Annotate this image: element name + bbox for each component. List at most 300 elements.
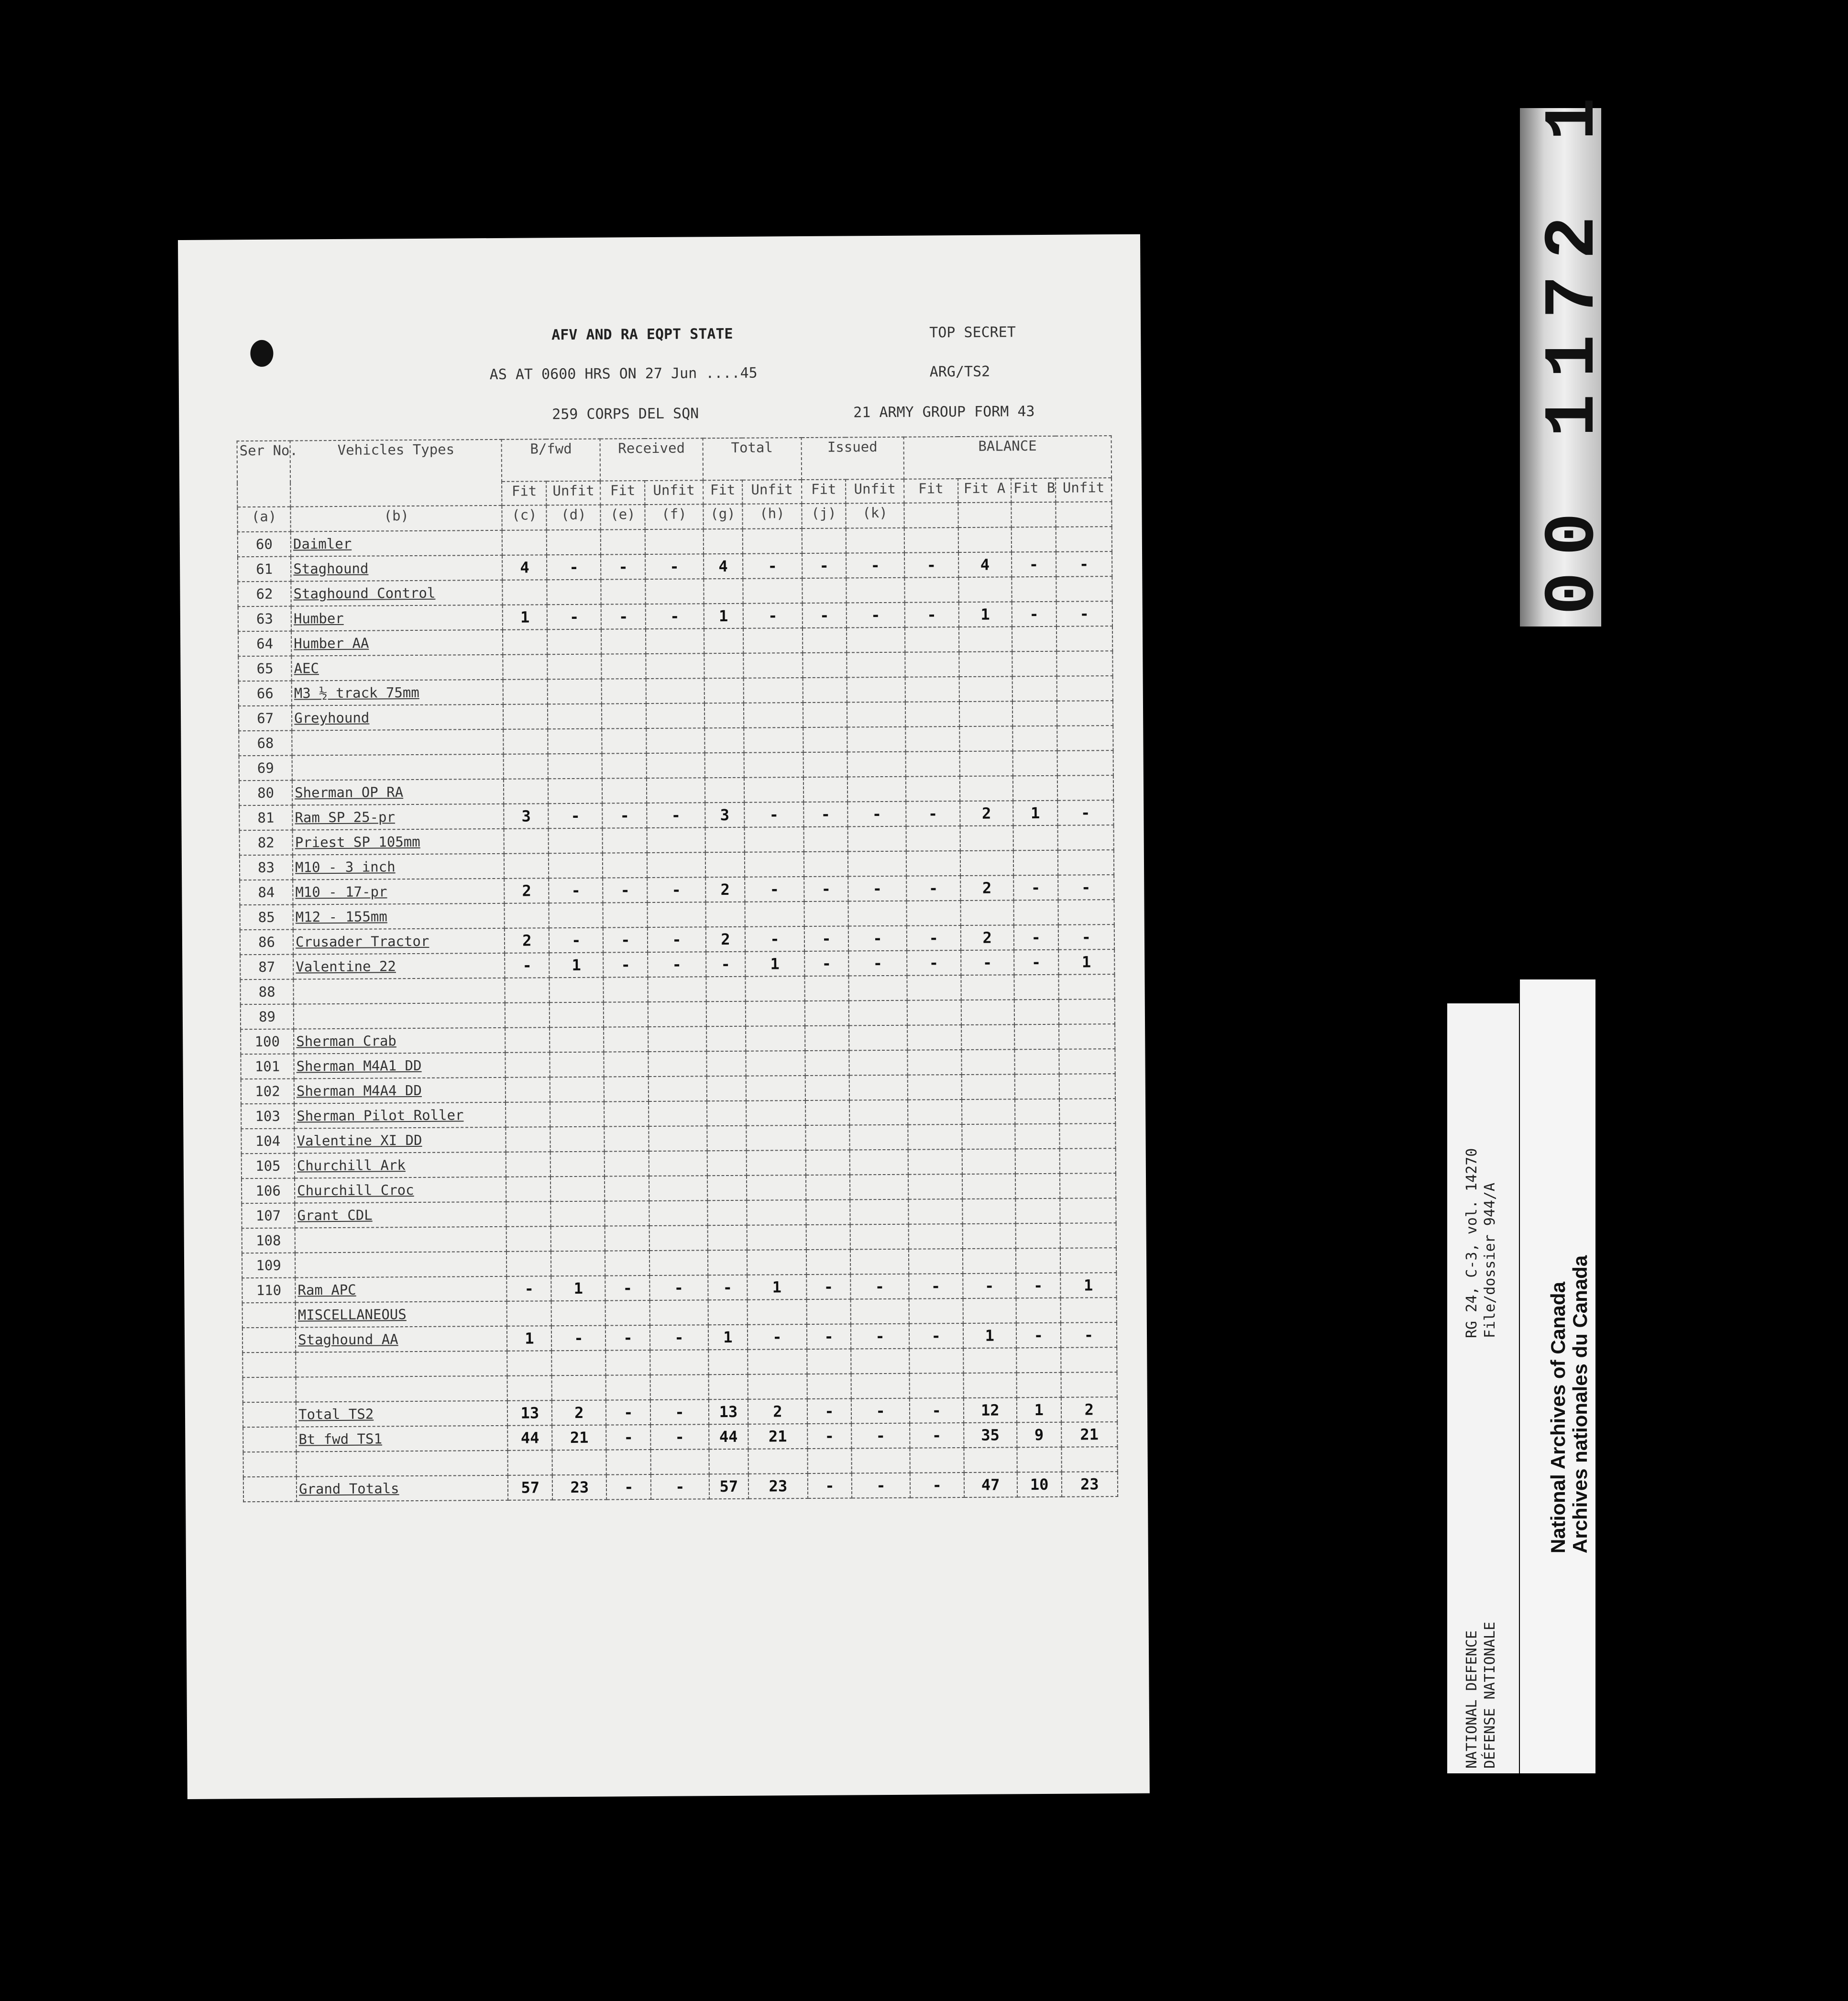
count-cell	[704, 628, 744, 654]
count-cell	[908, 1174, 962, 1199]
count-cell	[907, 1000, 961, 1025]
count-cell	[548, 654, 602, 680]
count-cell	[707, 1200, 747, 1226]
count-cell: 44	[508, 1425, 552, 1451]
count-cell	[806, 1224, 850, 1250]
count-cell: 1	[1017, 1397, 1061, 1423]
count-cell	[744, 777, 803, 803]
count-cell: 23	[748, 1473, 808, 1499]
count-cell: 1	[708, 1325, 748, 1350]
count-cell	[551, 1201, 605, 1227]
count-cell	[709, 1449, 748, 1474]
count-cell: -	[849, 951, 907, 976]
count-cell	[849, 1000, 907, 1026]
count-cell	[707, 1101, 747, 1126]
subheader-fit: Fit	[703, 480, 743, 505]
subheader-unfit: Unfit	[742, 480, 802, 504]
vehicle-type-cell: M12 - 155mm	[293, 903, 505, 930]
count-cell	[851, 1349, 910, 1374]
count-cell: -	[806, 1324, 851, 1349]
count-cell	[805, 1150, 850, 1175]
count-cell: -	[745, 877, 804, 902]
count-cell	[847, 627, 905, 653]
count-cell	[505, 1027, 550, 1053]
count-cell: -	[605, 1275, 650, 1301]
count-cell	[648, 1001, 706, 1027]
count-cell	[704, 778, 744, 803]
count-cell	[1015, 1124, 1059, 1149]
count-cell	[747, 1200, 806, 1225]
vehicle-type-cell: MISCELLANEOUS	[296, 1301, 507, 1328]
count-cell	[1012, 527, 1056, 552]
count-cell	[602, 728, 647, 754]
count-cell	[802, 578, 847, 603]
count-cell	[1015, 1074, 1059, 1099]
count-cell	[847, 677, 905, 703]
count-cell	[502, 530, 547, 555]
count-cell	[959, 627, 1012, 652]
count-cell	[849, 1100, 908, 1125]
count-cell	[909, 1249, 963, 1274]
ser-no-cell: 64	[238, 631, 291, 657]
ser-no-cell: 105	[242, 1154, 295, 1179]
count-cell	[906, 826, 960, 851]
count-cell	[1016, 1298, 1060, 1323]
count-cell	[604, 1027, 649, 1052]
count-cell	[963, 1298, 1016, 1323]
count-cell	[604, 1002, 648, 1027]
vehicle-type-cell: Valentine XI DD	[294, 1127, 506, 1154]
count-cell	[850, 1249, 909, 1275]
column-letter: (e)	[601, 505, 645, 530]
count-cell	[601, 629, 646, 654]
count-cell	[1057, 825, 1114, 850]
count-cell: 2	[705, 877, 745, 902]
count-cell	[1058, 974, 1115, 1000]
count-cell	[603, 828, 647, 853]
vehicle-type-cell: Staghound	[291, 555, 503, 582]
count-cell: -	[606, 1400, 650, 1425]
classification-marking: TOP SECRET	[929, 324, 1016, 341]
count-cell	[904, 528, 958, 553]
count-cell: -	[906, 876, 960, 901]
count-cell	[907, 975, 961, 1000]
count-cell	[547, 530, 601, 555]
count-cell	[743, 628, 803, 653]
count-cell	[910, 1448, 964, 1473]
count-cell: -	[851, 1324, 909, 1349]
count-cell: -	[603, 803, 647, 828]
count-cell	[909, 1298, 963, 1324]
count-cell	[850, 1125, 908, 1150]
count-cell: -	[606, 1425, 651, 1450]
count-cell: -	[1058, 875, 1114, 900]
count-cell	[647, 778, 705, 803]
count-cell	[803, 851, 848, 877]
count-cell	[503, 580, 547, 605]
defense-nationale-text: DÉFENSE NATIONALE	[1482, 1621, 1498, 1769]
count-cell	[549, 903, 603, 928]
column-letter: (j)	[802, 503, 846, 528]
count-cell: 2	[748, 1399, 807, 1424]
count-cell	[649, 1225, 708, 1251]
count-cell: -	[601, 604, 646, 629]
count-cell: 47	[964, 1472, 1017, 1497]
subheader-fit: Fit	[601, 481, 645, 505]
count-cell	[605, 1226, 649, 1251]
count-cell	[506, 1251, 551, 1276]
ser-no-cell: 104	[241, 1129, 294, 1154]
count-cell	[807, 1349, 851, 1374]
equipment-state-table	[237, 435, 1119, 1502]
count-cell	[708, 1350, 748, 1375]
count-cell	[1012, 701, 1057, 726]
count-cell	[649, 1151, 707, 1176]
count-cell	[550, 1077, 604, 1102]
count-cell	[748, 1299, 807, 1325]
archives-name-en: National Archives of Canada	[1547, 1282, 1569, 1553]
count-cell	[850, 1150, 908, 1175]
count-cell	[602, 654, 646, 679]
count-cell: -	[906, 801, 960, 826]
count-cell	[547, 629, 601, 655]
count-cell	[1013, 900, 1058, 925]
count-cell	[550, 1027, 604, 1053]
column-letter	[904, 503, 958, 528]
count-cell: -	[909, 1274, 963, 1299]
count-cell	[705, 902, 745, 927]
count-cell	[803, 677, 847, 703]
count-cell	[960, 776, 1013, 801]
count-cell: 2	[705, 927, 745, 952]
count-cell	[601, 579, 646, 605]
count-cell	[504, 729, 548, 754]
count-cell	[748, 1374, 807, 1399]
subheader-unfit: Unfit	[1056, 478, 1112, 502]
count-cell	[1058, 850, 1114, 875]
ser-no-cell: 82	[240, 830, 293, 856]
column-letter: (c)	[502, 505, 547, 530]
count-cell	[503, 629, 547, 655]
count-cell: 1	[551, 1276, 605, 1301]
count-cell	[646, 579, 704, 604]
count-cell: -	[1016, 1323, 1061, 1348]
count-cell	[806, 1249, 850, 1275]
vehicle-type-cell: Total TS2	[296, 1401, 508, 1427]
count-cell	[1061, 1372, 1117, 1397]
count-cell	[908, 1224, 962, 1249]
count-cell: 12	[964, 1397, 1017, 1423]
vehicle-type-cell: Churchill Croc	[295, 1177, 506, 1203]
column-letter	[958, 502, 1011, 528]
count-cell	[549, 828, 603, 854]
count-cell	[1015, 1099, 1059, 1124]
count-cell: 1	[507, 1326, 551, 1351]
count-cell	[646, 628, 704, 654]
count-cell	[605, 1300, 650, 1326]
count-cell	[905, 751, 959, 777]
count-cell: 1	[748, 1275, 807, 1300]
ser-no-cell: 60	[238, 532, 291, 557]
count-cell: -	[551, 1326, 605, 1351]
count-cell	[746, 1026, 805, 1051]
count-cell	[960, 850, 1013, 876]
count-cell	[604, 977, 648, 1002]
vehicle-type-cell: Sherman Crab	[294, 1028, 506, 1054]
count-cell	[959, 726, 1012, 751]
count-cell	[746, 1076, 805, 1101]
count-cell	[505, 903, 549, 928]
ser-no-cell: 80	[239, 781, 292, 806]
vehicle-type-cell: M10 - 3 inch	[293, 854, 505, 880]
vehicle-type-cell: Humber	[291, 605, 503, 631]
count-cell	[745, 852, 804, 877]
punch-hole	[250, 340, 273, 367]
count-cell: 1	[745, 951, 804, 977]
count-cell: -	[505, 953, 550, 978]
subheader-fit-a: Fit A	[958, 478, 1011, 503]
count-cell	[1061, 1447, 1118, 1472]
count-cell	[959, 676, 1012, 702]
count-cell	[905, 702, 959, 727]
as-at-line: AS AT 0600 HRS ON 27 Jun ....45	[489, 364, 758, 384]
count-cell	[704, 703, 744, 728]
vehicle-type-cell	[296, 1351, 507, 1377]
ser-no-cell: 63	[238, 606, 291, 632]
count-cell: -	[547, 555, 601, 580]
count-cell	[906, 901, 960, 926]
count-cell	[1013, 825, 1057, 851]
vehicle-type-cell: Sherman Pilot Roller	[294, 1102, 506, 1129]
count-cell	[744, 703, 803, 728]
count-cell	[706, 1076, 746, 1101]
count-cell	[1012, 751, 1057, 776]
count-cell	[550, 1052, 604, 1077]
count-cell	[550, 1152, 605, 1177]
count-cell	[1058, 999, 1115, 1024]
count-cell	[602, 679, 646, 704]
count-cell: -	[1012, 552, 1056, 577]
count-cell: 1	[1058, 949, 1115, 975]
count-cell: -	[745, 802, 804, 827]
vehicle-type-cell	[292, 754, 504, 781]
ser-no-cell: 100	[241, 1029, 294, 1055]
ser-no-cell: 101	[241, 1054, 294, 1079]
count-cell: 23	[552, 1475, 606, 1500]
count-cell	[1056, 651, 1113, 676]
ser-no-cell: 83	[240, 855, 293, 880]
count-cell	[551, 1301, 605, 1326]
count-cell	[1016, 1348, 1061, 1373]
count-cell	[961, 1049, 1014, 1075]
archive-label	[1447, 979, 1595, 1773]
count-cell	[604, 1077, 649, 1102]
count-cell: -	[650, 1399, 709, 1425]
count-cell: -	[603, 878, 648, 903]
count-cell	[550, 1002, 604, 1028]
count-cell	[604, 1052, 649, 1077]
count-cell	[605, 1176, 649, 1201]
count-cell	[907, 1025, 961, 1050]
count-cell: -	[910, 1473, 964, 1498]
count-cell	[1059, 1024, 1115, 1049]
count-cell	[650, 1350, 709, 1375]
count-cell	[649, 1200, 708, 1226]
count-cell	[908, 1099, 962, 1125]
count-cell	[708, 1374, 748, 1400]
count-cell	[1015, 1149, 1059, 1174]
count-cell: 13	[708, 1399, 748, 1425]
ser-no-cell: 85	[240, 905, 293, 930]
count-cell	[850, 1224, 909, 1250]
column-letter: (f)	[645, 504, 704, 529]
count-cell	[959, 651, 1012, 677]
count-cell	[504, 828, 549, 854]
count-cell	[650, 1374, 709, 1400]
count-cell	[963, 1348, 1016, 1373]
count-cell	[503, 679, 548, 704]
count-cell	[508, 1450, 552, 1475]
count-cell	[1014, 1024, 1059, 1050]
count-cell: 1	[958, 602, 1012, 627]
count-cell	[1061, 1347, 1117, 1373]
vehicle-type-cell: Sherman M4A1 DD	[294, 1053, 506, 1079]
count-cell: 1	[503, 605, 547, 630]
count-cell: 21	[1061, 1422, 1118, 1447]
count-cell: -	[851, 1274, 909, 1299]
count-cell	[1056, 626, 1113, 651]
document-sheet	[178, 234, 1150, 1799]
count-cell	[605, 1126, 649, 1152]
count-cell: 44	[709, 1424, 748, 1450]
count-cell	[1014, 975, 1058, 1000]
ser-no-cell: 108	[242, 1228, 295, 1253]
count-cell	[962, 1124, 1015, 1149]
count-cell	[705, 827, 745, 853]
column-letter: (a)	[237, 507, 290, 532]
count-cell	[961, 1024, 1014, 1050]
count-cell	[909, 1373, 963, 1398]
count-cell: -	[904, 602, 958, 627]
count-cell	[961, 1000, 1014, 1025]
count-cell	[706, 977, 746, 1002]
ser-no-cell: 109	[242, 1253, 295, 1278]
subheader-fit: Fit	[904, 479, 958, 503]
count-cell	[602, 778, 647, 803]
count-cell	[552, 1375, 606, 1401]
count-cell	[648, 977, 706, 1002]
count-cell	[649, 1076, 707, 1101]
count-cell	[804, 901, 848, 926]
count-cell	[851, 1374, 910, 1399]
count-cell	[1056, 576, 1112, 602]
count-cell	[605, 1201, 649, 1226]
count-cell	[1059, 1074, 1115, 1099]
count-cell	[905, 677, 959, 702]
count-cell	[960, 825, 1013, 851]
column-letter: (g)	[703, 504, 743, 529]
count-cell: -	[1014, 950, 1058, 975]
ser-no-cell: 66	[239, 681, 292, 706]
header-vehicle-types: Vehicles Types	[290, 440, 502, 507]
count-cell	[747, 1125, 806, 1151]
count-cell	[647, 827, 705, 853]
count-cell: -	[807, 1423, 852, 1449]
count-cell	[961, 1074, 1014, 1099]
archive-label-reference	[1447, 1003, 1519, 1773]
count-cell: 2	[505, 928, 549, 953]
count-cell	[647, 728, 705, 753]
vehicle-type-cell	[297, 1451, 508, 1477]
count-cell	[649, 1176, 707, 1201]
count-cell: -	[1013, 875, 1058, 901]
count-cell: -	[1014, 925, 1058, 950]
count-cell	[747, 1250, 806, 1275]
count-cell: -	[648, 952, 706, 977]
count-cell	[1012, 726, 1057, 751]
subheader-unfit: Unfit	[546, 481, 600, 506]
count-cell	[506, 1102, 550, 1127]
subheader-unfit: Unfit	[645, 480, 703, 505]
vehicle-type-cell: Ram APC	[295, 1276, 507, 1303]
count-cell	[746, 1051, 805, 1076]
vehicle-type-cell	[296, 1376, 508, 1402]
count-cell: -	[645, 554, 704, 579]
document-title: AFV AND RA EQPT STATE	[551, 325, 733, 344]
count-cell: -	[646, 604, 704, 629]
count-cell	[805, 1075, 849, 1100]
count-cell	[906, 776, 960, 802]
count-cell	[963, 1373, 1016, 1398]
subheader-fit: Fit	[502, 481, 547, 506]
count-cell: 4	[704, 554, 743, 579]
count-cell	[744, 678, 803, 703]
count-cell	[847, 727, 906, 752]
count-cell	[704, 678, 744, 704]
count-cell	[848, 826, 906, 852]
table-body	[238, 527, 1118, 1502]
count-cell	[550, 1127, 605, 1152]
count-cell: -	[804, 876, 848, 902]
ser-no-cell: 61	[238, 557, 291, 582]
reference-code: ARG/TS2	[929, 363, 990, 381]
count-cell: -	[802, 603, 847, 628]
count-cell	[602, 753, 647, 779]
count-cell	[506, 1127, 550, 1152]
header-bfwd: B/fwd	[502, 439, 601, 482]
count-cell	[909, 1348, 963, 1374]
count-cell	[604, 1101, 649, 1127]
ser-no-cell	[242, 1328, 296, 1353]
vehicle-type-cell: Churchill Ark	[295, 1152, 506, 1178]
count-cell	[504, 754, 548, 779]
count-cell: 2	[1061, 1397, 1118, 1422]
count-cell	[1016, 1373, 1061, 1398]
vehicle-type-cell: Humber AA	[291, 630, 503, 656]
form-number: 21 ARMY GROUP FORM 43	[853, 403, 1035, 421]
count-cell	[651, 1449, 709, 1474]
count-cell	[847, 702, 905, 727]
count-cell	[506, 1052, 550, 1077]
count-cell	[847, 578, 905, 603]
count-cell: 23	[1062, 1472, 1118, 1497]
archives-name-fr: Archives nationales du Canada	[1569, 1255, 1591, 1553]
count-cell: -	[804, 951, 849, 976]
count-cell	[606, 1375, 650, 1400]
count-cell: -	[507, 1276, 551, 1301]
count-cell	[549, 853, 603, 879]
count-cell: -	[648, 877, 706, 902]
